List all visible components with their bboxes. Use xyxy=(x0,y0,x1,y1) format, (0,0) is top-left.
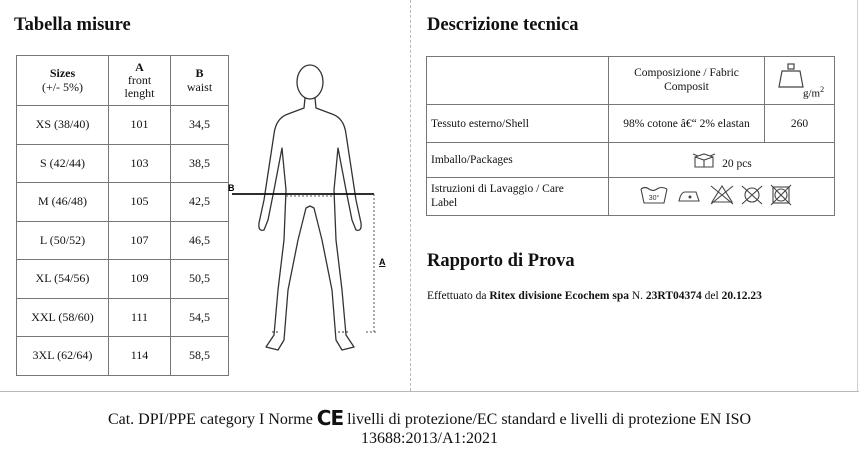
footer-standard: 13688:2013/A1:2021 xyxy=(361,430,498,447)
size-cell: XS (38/40) xyxy=(17,106,109,145)
gsm-unit-sup: 2 xyxy=(820,84,825,94)
size-cell: M (46/48) xyxy=(17,183,109,222)
body-silhouette xyxy=(259,98,361,350)
header-waist xyxy=(171,56,229,106)
no-bleach-icon xyxy=(711,186,733,204)
table-row xyxy=(17,221,229,260)
label-b: B xyxy=(228,183,235,193)
size-table-title: Tabella misure xyxy=(14,15,131,35)
head-outline xyxy=(297,65,323,99)
gsm-unit xyxy=(803,85,824,100)
header-tolerance: (+/- 5%) xyxy=(41,79,84,94)
footer-text-2: livelli di protezione/EC standard e livelli di protezione EN ISO xyxy=(343,411,752,428)
table-row xyxy=(17,106,229,145)
front-length-cell: 111 xyxy=(109,298,171,337)
ce-mark-icon: CE xyxy=(316,406,344,430)
table-row xyxy=(17,144,229,183)
report-number: 23RT04374 xyxy=(645,290,702,302)
table-row xyxy=(17,298,229,337)
package-label: Imballo/Packages xyxy=(427,143,609,178)
front-length-cell: 114 xyxy=(109,337,171,376)
iron-low-icon xyxy=(679,192,699,201)
front-length-cell: 107 xyxy=(109,221,171,260)
no-dryclean-icon xyxy=(742,186,762,204)
gsm-unit-text: g/m xyxy=(803,87,821,100)
certification-footer xyxy=(0,406,859,448)
table-row xyxy=(427,178,835,216)
report-prefix: Effettuato da xyxy=(427,290,490,302)
header-a-label2: lenght xyxy=(124,86,155,101)
body-measurement-figure xyxy=(226,60,406,360)
size-cell: XXL (58/60) xyxy=(17,298,109,337)
header-b-letter: B xyxy=(195,66,204,81)
table-row xyxy=(17,337,229,376)
table-row xyxy=(427,105,835,143)
section-divider xyxy=(410,0,411,391)
footer-divider xyxy=(0,391,859,392)
waist-cell: 54,5 xyxy=(171,298,229,337)
report-date: 20.12.23 xyxy=(721,290,762,302)
front-length-cell: 109 xyxy=(109,260,171,299)
right-border xyxy=(857,0,858,391)
package-box-icon xyxy=(691,151,717,169)
tech-table-header xyxy=(427,57,835,105)
header-a-letter: A xyxy=(135,59,144,74)
front-length-cell: 105 xyxy=(109,183,171,222)
report-n-label: N. xyxy=(628,290,646,302)
body-outline xyxy=(259,65,361,350)
size-cell: XL (54/56) xyxy=(17,260,109,299)
test-report-title: Rapporto di Prova xyxy=(427,251,575,271)
care-symbol-row xyxy=(639,183,805,207)
footer-text-1: Cat. DPI/PPE category I Norme xyxy=(107,411,317,428)
size-cell: L (50/52) xyxy=(17,221,109,260)
report-company: Ritex divisione Ecochem spa xyxy=(489,290,629,302)
size-table-header xyxy=(17,56,229,106)
care-symbols xyxy=(609,178,835,216)
empty-header-cell xyxy=(427,57,609,105)
wash-30-icon xyxy=(641,188,667,204)
shell-gsm: 260 xyxy=(765,105,835,143)
tech-description-title: Descrizione tecnica xyxy=(427,15,579,35)
size-cell: 3XL (62/64) xyxy=(17,337,109,376)
front-length-cell: 101 xyxy=(109,106,171,145)
package-count: 20 pcs xyxy=(722,157,752,170)
test-report-text xyxy=(427,290,762,302)
waist-cell: 42,5 xyxy=(171,183,229,222)
package-cell xyxy=(609,143,835,178)
report-date-label: del xyxy=(701,290,722,302)
size-cell: S (42/44) xyxy=(17,144,109,183)
waist-cell: 38,5 xyxy=(171,144,229,183)
waist-cell: 58,5 xyxy=(171,337,229,376)
tech-table xyxy=(426,56,835,216)
front-length-cell: 103 xyxy=(109,144,171,183)
weight-icon xyxy=(777,63,805,89)
table-row xyxy=(17,260,229,299)
header-b-label: waist xyxy=(186,79,213,94)
wash-temp: 30° xyxy=(648,195,659,202)
waist-cell: 46,5 xyxy=(171,221,229,260)
header-sizes-label: Sizes xyxy=(49,66,76,81)
table-row xyxy=(427,143,835,178)
care-label: Istruzioni di Lavaggio / Care Label xyxy=(427,178,609,216)
weight-header xyxy=(765,57,835,105)
table-row xyxy=(17,183,229,222)
header-a-label1: front xyxy=(127,72,152,87)
header-sizes xyxy=(17,56,109,106)
composition-header: Composizione / Fabric Composit xyxy=(609,57,765,105)
waist-cell: 34,5 xyxy=(171,106,229,145)
size-table xyxy=(16,55,229,376)
waist-cell: 50,5 xyxy=(171,260,229,299)
label-a: A xyxy=(379,257,386,267)
shell-composition: 98% cotone â€“ 2% elastan xyxy=(609,105,765,143)
header-front-length xyxy=(109,56,171,106)
shell-label: Tessuto esterno/Shell xyxy=(427,105,609,143)
no-tumble-dry-icon xyxy=(771,185,791,205)
